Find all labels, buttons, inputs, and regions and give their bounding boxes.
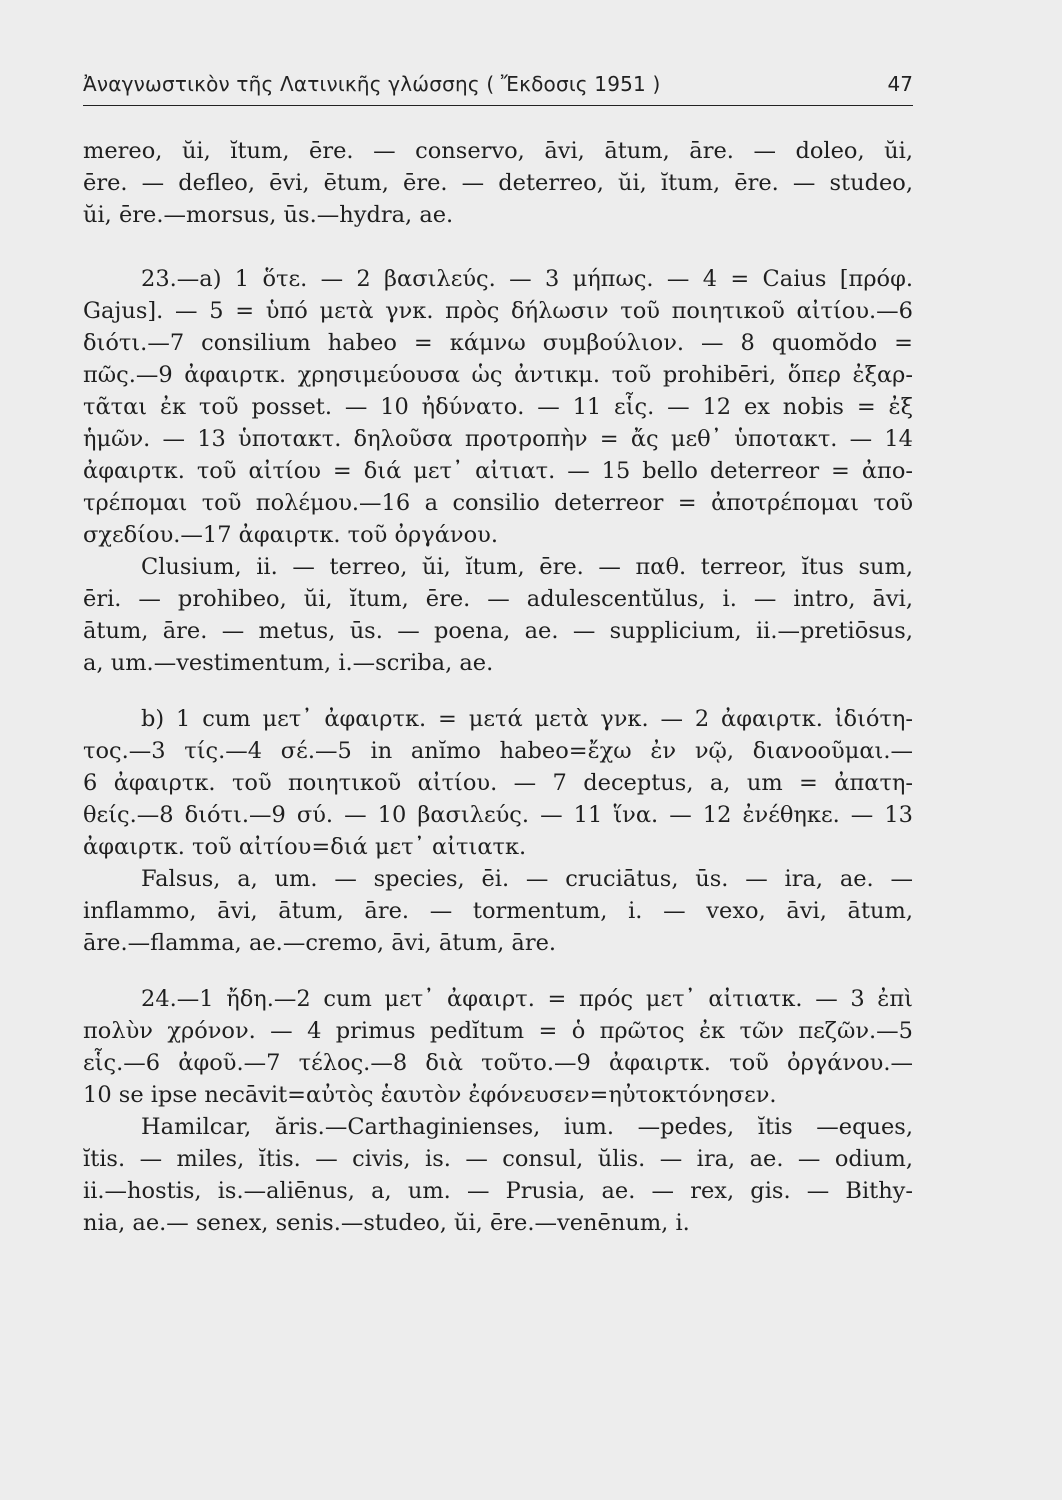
text-line: ĭtis. — miles, ĭtis. — civis, is. — consul, ŭlis. — ira, ae. — odium, bbox=[83, 1146, 913, 1172]
text-line: Hamilcar, ăris.—Carthaginienses, ium. —pedes, ĭtis —eques, bbox=[141, 1114, 913, 1140]
text-line: ἡμῶν. — 13 ὑποτακτ. δηλοῦσα προτροπὴν = ἄς μεθ᾽ ὑποτακτ. — 14 bbox=[83, 426, 913, 452]
vocab-paragraph-23b bbox=[83, 863, 913, 959]
text-line: ēri. — prohibeo, ŭi, ĭtum, ēre. — adulescentŭlus, i. — intro, āvi, bbox=[83, 586, 913, 612]
vocab-paragraph-24 bbox=[83, 1111, 913, 1239]
exercise-23b bbox=[83, 703, 913, 863]
text-line: 24.—1 ἤδη.—2 cum μετ᾽ ἀφαιρτ. = πρός μετ᾽ αἰτιατκ. — 3 ἐπὶ bbox=[141, 986, 913, 1012]
text-line: ātum, āre. — metus, ūs. — poena, ae. — supplicium, ii.—pretiōsus, bbox=[83, 618, 913, 644]
text-line: Clusium, ii. — terreo, ŭi, ĭtum, ēre. — παθ. terreor, ĭtus sum, bbox=[141, 554, 913, 580]
header-rule bbox=[83, 105, 913, 106]
text-line: θείς.—8 διότι.—9 σύ. — 10 βασιλεύς. — 11 ἵνα. — 12 ἐνέθηκε. — 13 bbox=[83, 802, 913, 828]
text-line: a, um.—vestimentum, i.—scriba, ae. bbox=[83, 650, 494, 676]
text-line: πολὺν χρόνον. — 4 primus pedĭtum = ὁ πρῶτος ἐκ τῶν πεζῶν.—5 bbox=[83, 1018, 913, 1044]
text-line: εἷς.—6 ἀφοῦ.—7 τέλος.—8 διὰ τοῦτο.—9 ἀφαιρτκ. τοῦ ὀργάνου.— bbox=[83, 1050, 913, 1076]
text-line: inflammo, āvi, ātum, āre. — tormentum, i. — vexo, āvi, ātum, bbox=[83, 898, 913, 924]
text-line: 23.—a) 1 ὅτε. — 2 βασιλεύς. — 3 μήπως. — 4 = Caius [πρόφ. bbox=[141, 266, 913, 292]
text-line: Gajus]. — 5 = ὑπό μετὰ γνκ. πρὸς δήλωσιν τοῦ ποιητικοῦ αἰτίου.—6 bbox=[83, 298, 913, 324]
text-line: τᾶται ἐκ τοῦ posset. — 10 ἠδύνατο. — 11 εἷς. — 12 ex nobis = ἐξ bbox=[83, 394, 913, 420]
text-line: b) 1 cum μετ᾽ ἀφαιρτκ. = μετά μετὰ γνκ. — 2 ἀφαιρτκ. ἰδιότη- bbox=[141, 706, 913, 732]
vocab-paragraph-23a bbox=[83, 551, 913, 679]
header-title: Ἀναγνωστικὸν τῆς Λατινικῆς γλώσσης ( Ἔκδοσις 1951 ) bbox=[83, 72, 661, 96]
spacer bbox=[83, 231, 913, 263]
page-header bbox=[83, 72, 913, 106]
page-number: 47 bbox=[887, 72, 913, 96]
text-line: ēre. — defleo, ēvi, ētum, ēre. — deterreo, ŭi, ĭtum, ēre. — studeo, bbox=[83, 170, 913, 196]
text-line: 6 ἀφαιρτκ. τοῦ ποιητικοῦ αἰτίου. — 7 deceptus, a, um = ἀπατη- bbox=[83, 770, 913, 796]
text-line: τος.—3 τίς.—4 σέ.—5 in anĭmo habeo=ἔχω ἐν νῷ, διανοοῦμαι.— bbox=[83, 738, 913, 764]
text-line: διότι.—7 consilium habeo = κάμνω συμβούλιον. — 8 quomŏdo = bbox=[83, 330, 913, 356]
exercise-23a bbox=[83, 263, 913, 551]
text-line: nia, ae.— senex, senis.—studeo, ŭi, ēre.—venēnum, i. bbox=[83, 1210, 690, 1236]
spacer bbox=[83, 679, 913, 703]
text-line: āre.—flamma, ae.—cremo, āvi, ātum, āre. bbox=[83, 930, 557, 956]
exercise-24 bbox=[83, 983, 913, 1111]
text-line: 10 se ipse necāvit=αὐτὸς ἑαυτὸν ἐφόνευσεν=ηὐτοκτόνησεν. bbox=[83, 1082, 777, 1108]
text-line: ii.—hostis, is.—aliēnus, a, um. — Prusia, ae. — rex, gis. — Bithy- bbox=[83, 1178, 913, 1204]
text-line: πῶς.—9 ἀφαιρτκ. χρησιμεύουσα ὡς ἀντικμ. τοῦ prohibēri, ὅπερ ἐξαρ- bbox=[83, 362, 913, 388]
text-line: σχεδίου.—17 ἀφαιρτκ. τοῦ ὀργάνου. bbox=[83, 522, 498, 548]
spacer bbox=[83, 959, 913, 983]
page-content bbox=[83, 135, 913, 1239]
text-line: Falsus, a, um. — species, ēi. — cruciātus, ūs. — ira, ae. — bbox=[141, 866, 913, 892]
text-line: ŭi, ēre.—morsus, ūs.—hydra, ae. bbox=[83, 202, 454, 228]
vocab-paragraph-1 bbox=[83, 135, 913, 231]
text-line: mereo, ŭi, ĭtum, ēre. — conservo, āvi, ātum, āre. — doleo, ŭi, bbox=[83, 138, 913, 164]
text-line: ἀφαιρτκ. τοῦ αἰτίου=διά μετ᾽ αἰτιατκ. bbox=[83, 834, 527, 860]
text-line: τρέπομαι τοῦ πολέμου.—16 a consilio deterreor = ἀποτρέπομαι τοῦ bbox=[83, 490, 913, 516]
text-line: ἀφαιρτκ. τοῦ αἰτίου = διά μετ᾽ αἰτιατ. — 15 bello deterreor = ἀπο- bbox=[83, 458, 913, 484]
